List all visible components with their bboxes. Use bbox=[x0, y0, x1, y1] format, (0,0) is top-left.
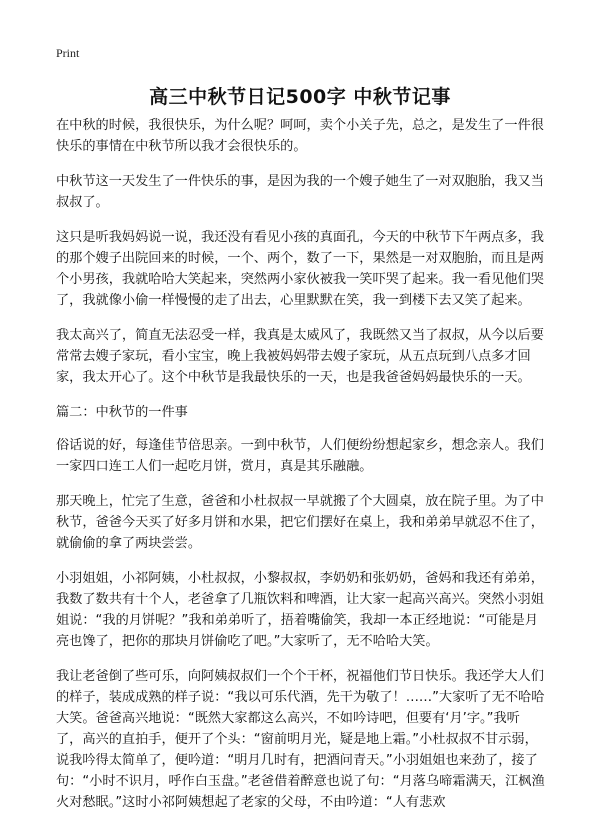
article-paragraph: 在中秋的时候，我很快乐，为什么呢？呵呵，卖个小关子先，总之，是发生了一件很快乐的事情在中秋节所以我才会很快乐的。 bbox=[56, 118, 544, 154]
article-paragraph: 这只是听我妈妈说一说，我还没有看见小孩的真面孔，今天的中秋节下午两点多，我的那个嫂子出院回来的时候，一个、两个，数了一下，果然是一对双胞胎，而且是两个小男孩，我就哈哈大笑起来，突然两小家伙被我一笑吓哭了起来。我一看见他们哭了，我就像小偷一样慢慢的走了出去，心里默默在笑，我一到楼下去又笑了起来。 bbox=[56, 230, 544, 308]
print-link[interactable]: Print bbox=[56, 46, 80, 60]
section-heading: 篇二：中秋节的一件事 bbox=[56, 405, 188, 420]
page-title: 高三中秋节日记500字 中秋节记事 bbox=[149, 86, 451, 108]
article-paragraph: 中秋节这一天发生了一件快乐的事，是因为我的一个嫂子她生了一对双胞胎，我又当叔叔了。 bbox=[56, 174, 544, 210]
article-paragraph: 俗话说的好，每逢佳节倍思亲。一到中秋节，人们便纷纷想起家乡，想念亲人。我们一家四口连工人们一起吃月饼，赏月，真是其乐融融。 bbox=[56, 438, 544, 474]
article-body bbox=[56, 115, 546, 827]
article-paragraph: 我太高兴了，简直无法忍受一样，我真是太威风了，我既然又当了叔叔，从今以后要常常去嫂子家玩，看小宝宝，晚上我被妈妈带去嫂子家玩，从五点玩到八点多才回家，我太开心了。这个中秋节是我最快乐的一天，也是我爸爸妈妈最快乐的一天。 bbox=[56, 328, 544, 385]
article-paragraph: 我让老爸倒了些可乐，向阿姨叔叔们一个个干杯，祝福他们节日快乐。我还学大人们的样子，装成成熟的样子说：“我以可乐代酒，先干为敬了！……”大家听了无不哈哈大笑。爸爸高兴地说：“既然大家都这么高兴，不如吟诗吧，但要有‘月’字。”我听了，高兴的直拍手，便开了个头：“窗前明月光，疑是地上霜。”小杜叔叔不甘示弱，说我吟得太简单了，便吟道：“明月几时有，把酒问青天。”小羽姐姐也来劲了，接了句：“小时不识月，呼作白玉盘。”老爸借着醉意也说了句：“月落乌啼霜满天，江枫渔火对愁眠。”这时小祁阿姨想起了老家的父母，不由吟道：“人有悲欢 bbox=[56, 669, 545, 810]
article-paragraph: 小羽姐姐，小祁阿姨，小杜叔叔，小黎叔叔，李奶奶和张奶奶，爸妈和我还有弟弟，我数了数共有十个人，老爸拿了几瓶饮料和啤酒，让大家一起高兴高兴。突然小羽姐姐说：“我的月饼呢？”我和弟弟听了，捂着嘴偷笑，我却一本正经地说：“可能是月亮也馋了，把你的那块月饼偷吃了吧。”大家听了，无不哈哈大笑。 bbox=[56, 571, 544, 649]
article-paragraph: 那天晚上，忙完了生意，爸爸和小杜叔叔一早就搬了个大圆桌，放在院子里。为了中秋节，爸爸今天买了好多月饼和水果，把它们摆好在桌上，我和弟弟早就忍不住了，就偷偷的拿了两块尝尝。 bbox=[56, 494, 544, 551]
